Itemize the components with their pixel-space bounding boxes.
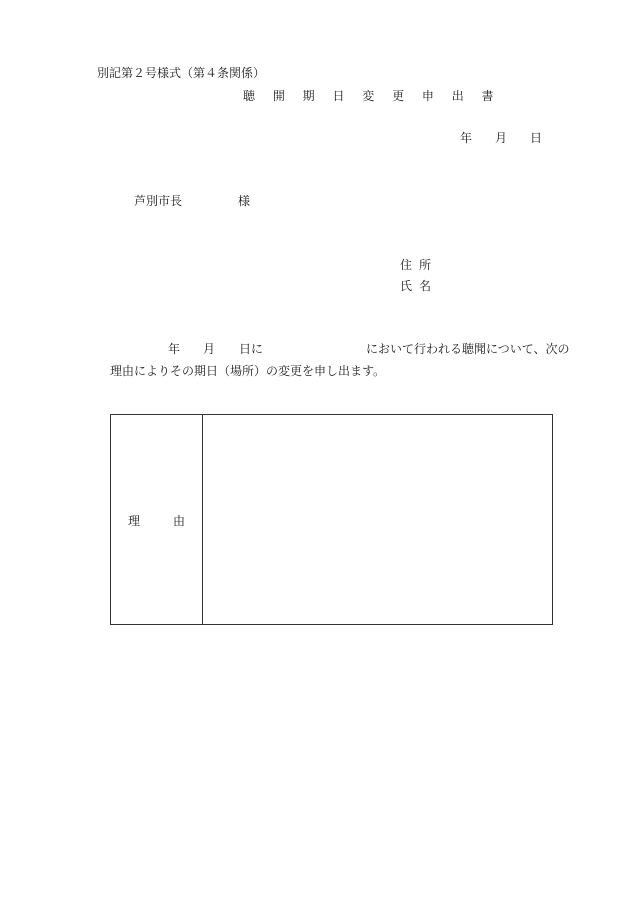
address-label: 住所: [400, 258, 439, 272]
reason-label-cell: [111, 415, 219, 624]
reason-content-cell[interactable]: [203, 415, 552, 624]
form-number: 別記第２号様式（第４条関係）: [97, 66, 266, 80]
document-title: 聴 開 期 日 変 更 申 出 書: [243, 89, 501, 103]
date-year-label: 年: [460, 131, 473, 145]
body-text-line2: 理由によりその期日（場所）の変更を申し出ます。: [110, 364, 386, 378]
reason-table: [110, 414, 553, 625]
date-month-label: 月: [495, 131, 508, 145]
date-day-label: 日: [530, 131, 543, 145]
addressee-honorific: 様: [238, 194, 251, 208]
hearing-month-label: 月: [203, 342, 216, 356]
addressee-name: 芦別市長: [134, 194, 183, 208]
hearing-year-label: 年: [168, 342, 181, 356]
hearing-day-label: 日に: [239, 342, 264, 356]
body-text-line1: において行われる聴聞について、次の: [366, 342, 570, 356]
name-label: 氏名: [400, 279, 439, 293]
reason-label: 理由: [128, 514, 219, 528]
